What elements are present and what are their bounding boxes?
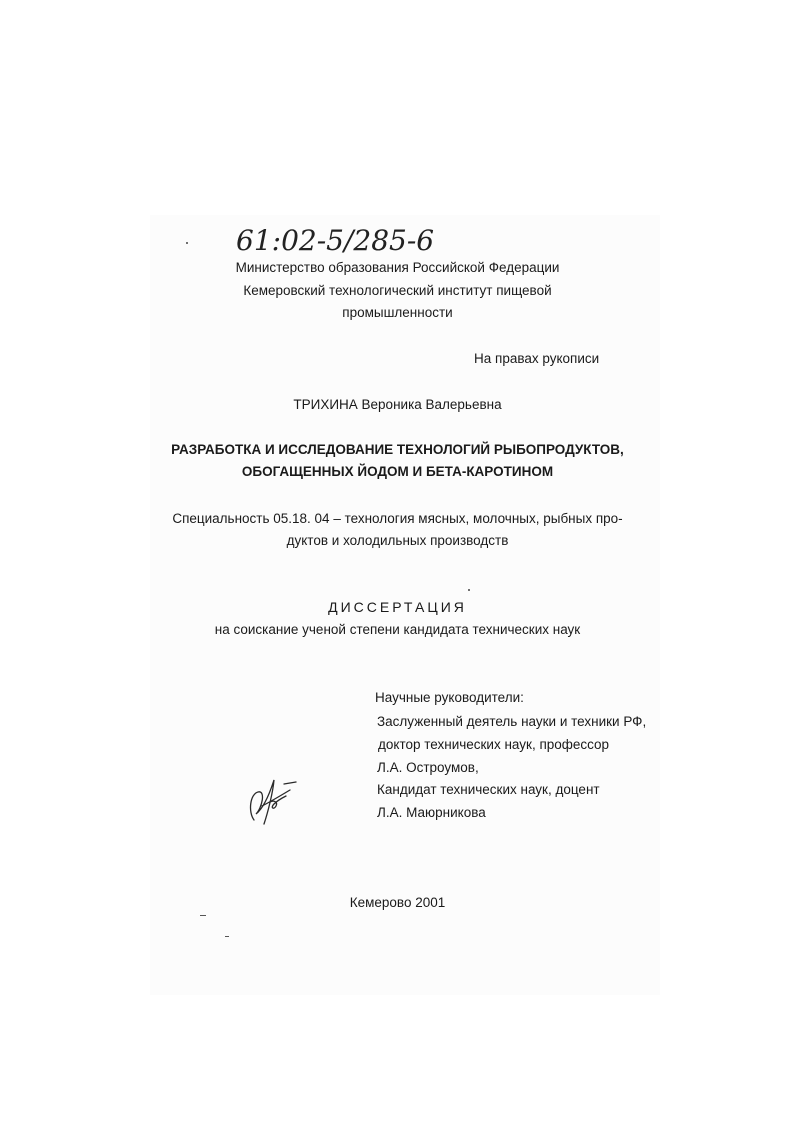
city-year: Кемерово 2001 — [349, 895, 446, 910]
rights-note: На правах рукописи — [474, 351, 600, 366]
author-name: ТРИХИНА Вероника Валерьевна — [293, 397, 502, 412]
institution-line-3: промышленности — [342, 305, 453, 320]
degree-line: на соискание ученой степени кандидата технических наук — [214, 622, 581, 637]
document-type: ДИССЕРТАЦИЯ — [328, 599, 467, 615]
scan-mark — [225, 936, 229, 937]
institution-line-2: Кемеровский технологический институт пищевой — [243, 283, 552, 298]
supervisor-line: доктор технических наук, профессор — [378, 737, 610, 752]
supervisors-heading: Научные руководители: — [375, 690, 524, 705]
specialty-line-2: дуктов и холодильных производств — [286, 533, 509, 548]
scan-speck — [468, 589, 470, 591]
handwritten-signature — [240, 772, 300, 832]
institution-line-1: Министерство образования Российской Федерации — [235, 260, 560, 275]
handwritten-catalog-number — [232, 216, 522, 260]
specialty-line-1: Специальность 05.18. 04 – технология мясных, молочных, рыбных про- — [172, 511, 623, 526]
scan-speck — [186, 242, 188, 244]
supervisor-line: Л.А. Остроумов, — [377, 760, 479, 775]
scan-mark — [200, 915, 206, 916]
title-line-1: РАЗРАБОТКА И ИССЛЕДОВАНИЕ ТЕХНОЛОГИЙ РЫБОПРОДУКТОВ, — [171, 442, 624, 457]
handwritten-catalog-text: 61:02-5/285-6 — [236, 224, 435, 257]
title-line-2: ОБОГАЩЕННЫХ ЙОДОМ И БЕТА-КАРОТИНОМ — [241, 464, 554, 479]
supervisor-line: Л.А. Маюрникова — [377, 805, 486, 820]
supervisor-line: Кандидат технических наук, доцент — [377, 782, 600, 797]
supervisor-line: Заслуженный деятель науки и техники РФ, — [377, 714, 647, 729]
